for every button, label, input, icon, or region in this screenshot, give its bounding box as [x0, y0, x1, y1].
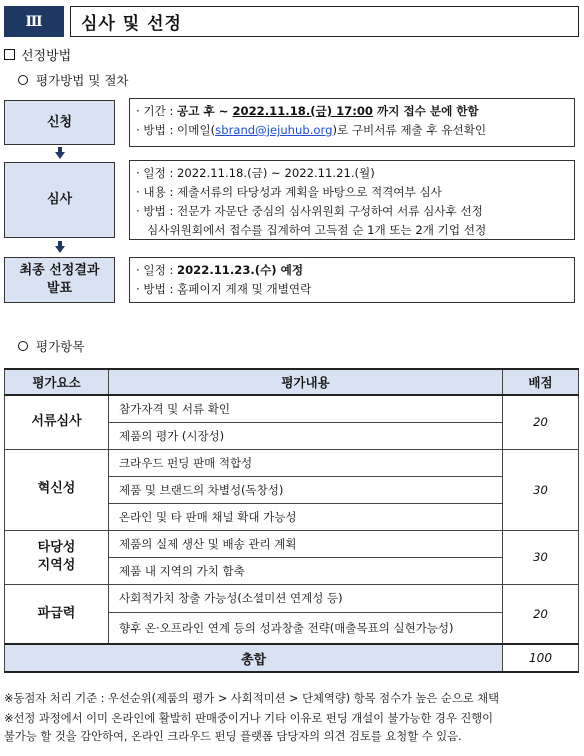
item-cell: 향후 온·오프라인 연계 등의 성과창출 전략(매출목표의 실현가능성)	[109, 612, 503, 644]
score-cell: 20	[503, 395, 579, 449]
circle-bullet-icon	[18, 341, 28, 351]
table-row	[5, 584, 579, 612]
category-cell: 파급력	[5, 584, 109, 644]
circle-bullet-icon	[18, 75, 28, 85]
col-score: 배점	[503, 369, 579, 395]
score-cell: 30	[503, 449, 579, 530]
email-link[interactable]: sbrand@jejuhub.org	[215, 123, 333, 137]
arrow-down-icon	[55, 152, 65, 159]
item-cell: 온라인 및 타 판매 채널 확대 가능성	[109, 503, 503, 530]
evaluation-heading: 평가항목	[18, 337, 84, 355]
evaluation-table	[4, 368, 579, 673]
item-cell: 사회적가치 창출 가능성(소셜미션 연계성 등)	[109, 584, 503, 612]
section-header	[4, 6, 579, 37]
section-number: Ⅲ	[4, 6, 64, 37]
item-cell: 참가자격 및 서류 확인	[109, 395, 503, 422]
table-header-row	[5, 369, 579, 395]
page-title: 심사 및 선정	[70, 6, 579, 37]
procedure-heading: 평가방법 및 절차	[18, 71, 128, 89]
total-label: 총합	[5, 644, 503, 672]
category-cell: 혁신성	[5, 449, 109, 530]
item-cell: 제품 내 지역의 가치 함축	[109, 557, 503, 584]
selection-method-heading: 선정방법	[4, 45, 71, 64]
category-cell: 서류심사	[5, 395, 109, 449]
apply-period-line: · 기간 : 공고 후 ~ 2022.11.18.(금) 17:00 까지 접수 분에 한함	[136, 104, 479, 118]
col-content: 평가내용	[109, 369, 503, 395]
table-row	[5, 395, 579, 422]
table-row	[5, 530, 579, 557]
step-review-label: 심사	[4, 162, 115, 238]
item-cell: 제품의 실제 생산 및 배송 관리 계획	[109, 530, 503, 557]
apply-method-line: · 방법 : 이메일(sbrand@jejuhub.org)로 구비서류 제출 후 유선확인	[136, 123, 487, 137]
category-cell: 타당성 지역성	[5, 530, 109, 584]
table-row	[5, 449, 579, 476]
item-cell: 제품의 평가 (시장성)	[109, 422, 503, 449]
step-apply-label: 신청	[4, 100, 115, 145]
item-cell: 제품 및 브랜드의 차별성(독창성)	[109, 476, 503, 503]
step-review-details: · 일정 : 2022.11.18.(금) ~ 2022.11.21.(월) · 내용 : 제출서류의 타당성과 계획을 바탕으로 적격여부 심사 · 방법 : 전문가 자문단 중심의 심사위원회 구성하여 서류 심사후 선정 심사위원회에서 접수를 집계하여 고득점 순 1개 또는 2개 기업 선정	[129, 160, 575, 240]
step-announce-details: · 일정 : 2022.11.23.(수) 예정 · 방법 : 홈페이지 게재 및 개별연락	[129, 257, 575, 303]
score-cell: 20	[503, 584, 579, 644]
note-selection-cont: 불가능 할 것을 감안하여, 온라인 크라우드 펀딩 플랫폼 담당자의 의견 검토를 요청할 수 있음.	[4, 730, 462, 743]
item-cell: 크라우드 펀딩 판매 적합성	[109, 449, 503, 476]
checkbox-square-icon	[4, 49, 15, 60]
arrow-down-icon	[55, 246, 65, 253]
col-criteria: 평가요소	[5, 369, 109, 395]
total-score: 100	[503, 644, 579, 672]
step-apply-details	[129, 98, 575, 147]
step-announce-label: 최종 선정결과 발표	[4, 257, 115, 303]
note-selection: ※선정 과정에서 이미 온라인에 활발히 판매중이거나 기타 이유로 펀딩 개설이 불가능한 경우 진행이	[4, 712, 494, 725]
total-row	[5, 644, 579, 672]
score-cell: 30	[503, 530, 579, 584]
note-tiebreak: ※동점자 처리 기준 : 우선순위(제품의 평가 > 사회적미션 > 단체역량) 항목 점수가 높은 순으로 채택	[4, 692, 500, 705]
